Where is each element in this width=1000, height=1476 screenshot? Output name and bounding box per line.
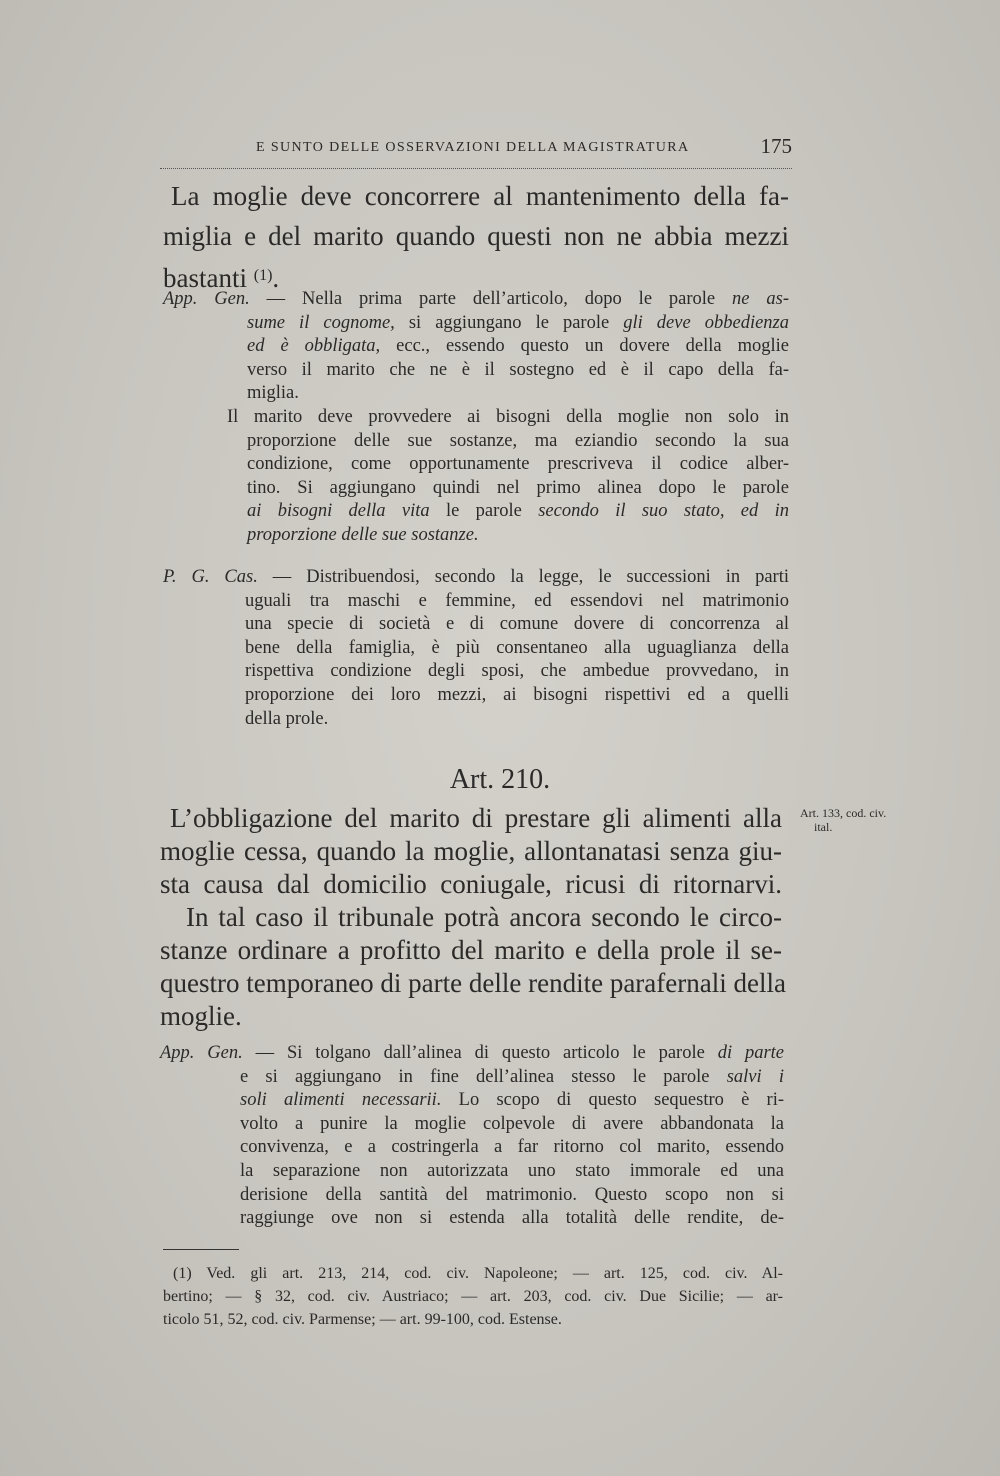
text-line: uguali tra maschi e femmine, ed essendovi nel matrimonio — [245, 590, 789, 611]
text-line: derisione della santità del matrimonio. Questo scopo non si — [240, 1184, 784, 1205]
text-line: (1) Ved. gli art. 213, 214, cod. civ. Napoleone; — art. 125, cod. civ. Al- — [173, 1265, 783, 1282]
text-line: verso il marito che ne è il sostegno ed è il capo della fa- — [247, 359, 789, 380]
text-fragment: di parte — [717, 1043, 784, 1063]
text-fragment: gli deve obbedienza — [623, 312, 789, 333]
text-fragment: secondo il suo stato, ed in — [538, 501, 789, 522]
text-line: ticolo 51, 52, cod. civ. Parmense; — art. 99-100, cod. Estense. — [163, 1311, 562, 1328]
text-line: L’obbligazione del marito di prestare gli alimenti alla — [170, 803, 782, 833]
article-heading: Art. 210. — [449, 764, 551, 795]
note-source: P. G. Cas. — [163, 567, 258, 587]
text-line: della prole. — [245, 708, 329, 729]
text-fragment: le parole — [429, 501, 539, 522]
text-line: volto a punire la moglie colpevole di avere abbandonata la — [240, 1113, 784, 1134]
text-line: rispettiva condizione degli sposi, che ambedue provvedano, in — [245, 661, 789, 682]
text-line: convivenza, e a costringerla a far ritorno col marito, essendo — [240, 1137, 784, 1158]
note-source: App. Gen. — [160, 1043, 243, 1063]
text-line — [240, 1066, 784, 1090]
text-fragment: bastanti — [163, 263, 247, 293]
text-line: la separazione non autorizzata uno stato immorale ed una — [240, 1160, 784, 1181]
text-fragment: ai bisogni della vita — [247, 501, 430, 522]
text-line: bene della famiglia, è più consentaneo alla uguaglianza della — [245, 637, 789, 658]
text-fragment: — Nella prima parte dell’articolo, dopo le parole — [249, 289, 733, 309]
text-fragment: — Si tolgano dall’alinea di questo articolo le parole — [242, 1043, 718, 1063]
footnote-rule — [163, 1249, 239, 1250]
text-fragment: ed è obbligata, — [247, 336, 381, 357]
text-fragment: . — [272, 263, 280, 293]
margin-reference — [800, 806, 920, 834]
text-fragment: ne as- — [732, 289, 790, 309]
text-line: stanze ordinare a profitto del marito e della prole il se- — [160, 935, 782, 965]
text-line: moglie cessa, quando la moglie, allontanatasi senza giu- — [160, 836, 782, 866]
text-line: proporzione dei loro mezzi, ai bisogni rispettivi ed a quelli — [245, 684, 789, 705]
margin-reference-line: Art. 133, cod. civ. — [800, 806, 887, 820]
text-line: bertino; — § 32, cod. civ. Austriaco; — art. 203, cod. civ. Due Sicilie; — ar- — [163, 1288, 783, 1305]
text-line: miglia e del marito quando questi non ne abbia mezzi — [163, 221, 789, 251]
text-line: Il marito deve provvedere ai bisogni della moglie non solo in — [227, 406, 789, 427]
text-line — [163, 288, 789, 312]
text-line — [247, 312, 789, 336]
paragraph-art-210 — [160, 803, 786, 1031]
text-line: condizione, come opportunamente prescriveva il codice alber- — [247, 454, 789, 475]
text-line: sta causa dal domicilio coniugale, ricusi di ritornarvi. — [160, 869, 782, 899]
footnote-marker: (1) — [253, 267, 273, 284]
text-line: raggiunge ove non si estenda alla totalità delle rendite, de- — [240, 1208, 784, 1229]
text-fragment: — Distribuendosi, secondo la legge, le successioni in parti — [257, 567, 789, 587]
text-fragment: Lo scopo di questo sequestro è ri- — [441, 1090, 784, 1111]
running-header — [160, 134, 792, 169]
note-p-g-cas — [163, 566, 789, 731]
text-fragment: e si aggiungano in fine dell’alinea stesso le parole — [240, 1066, 727, 1087]
note-app-gen-2 — [160, 1042, 784, 1231]
paragraph-wife-duty — [163, 181, 789, 291]
margin-reference-line: ital. — [814, 820, 833, 834]
text-line: In tal caso il tribunale potrà ancora secondo le circo- — [186, 902, 782, 932]
text-line — [247, 500, 789, 524]
text-fragment: soli alimenti necessarii. — [240, 1090, 442, 1111]
text-line — [247, 335, 789, 359]
text-line: moglie. — [160, 1001, 242, 1031]
text-fragment: ecc., essendo questo un dovere della moglie — [380, 336, 789, 357]
text-line — [163, 566, 789, 590]
note-app-gen-1 — [163, 288, 789, 548]
note-source: App. Gen. — [163, 289, 250, 309]
page-number: 175 — [760, 134, 792, 158]
text-line: questro temporaneo di parte delle rendite parafernali della — [160, 968, 786, 998]
text-line — [163, 261, 789, 291]
text-line — [160, 1042, 784, 1066]
text-line: miglia. — [247, 383, 299, 404]
text-line: La moglie deve concorrere al mantenimento della fa- — [171, 181, 789, 211]
text-fragment: salvi i — [726, 1066, 784, 1087]
text-fragment: sume il cognome, — [247, 312, 395, 333]
header-title: E SUNTO DELLE OSSERVAZIONI DELLA MAGISTRATURA — [256, 140, 690, 155]
footnote — [163, 1262, 783, 1331]
text-line: una specie di società e di comune dovere di concorrenza al — [245, 614, 789, 635]
text-line: tino. Si aggiungano quindi nel primo alinea dopo le parole — [247, 477, 789, 498]
text-line: proporzione delle sue sostanze. — [247, 524, 479, 545]
text-fragment: si aggiungano le parole — [394, 312, 624, 333]
text-line — [240, 1089, 784, 1113]
text-line: proporzione delle sue sostanze, ma eziandio secondo la sua — [247, 430, 789, 451]
